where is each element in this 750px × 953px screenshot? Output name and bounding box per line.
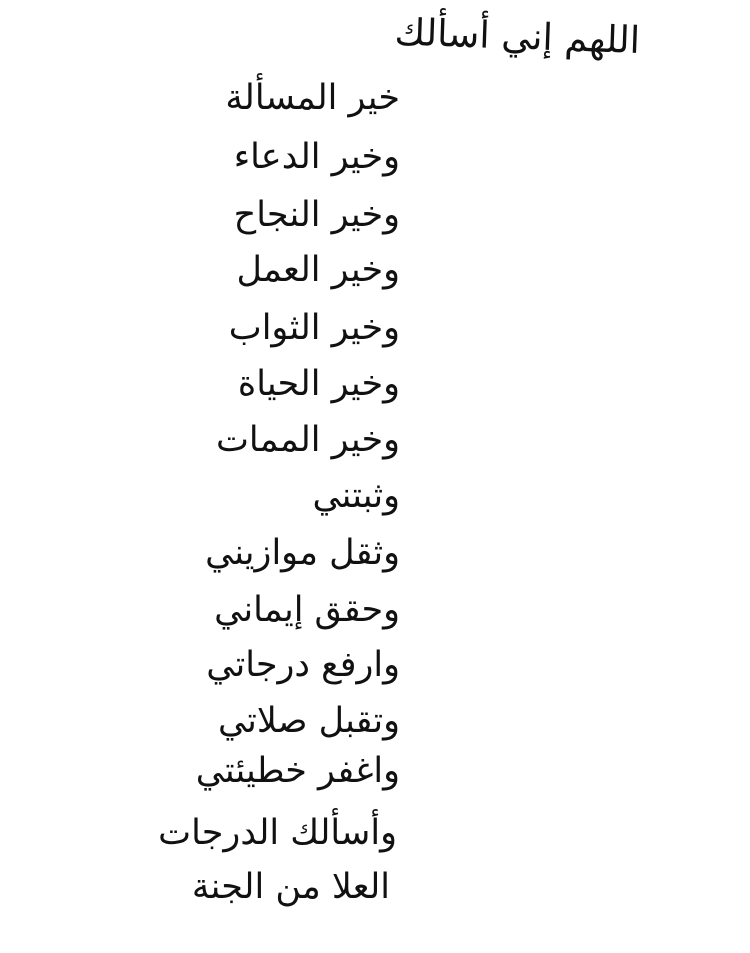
prayer-line: وخير النجاح [233, 195, 400, 235]
prayer-line: وارفع درجاتي [206, 645, 400, 685]
prayer-line: وأسألك الدرجات [158, 813, 397, 853]
prayer-line: وثبتني [312, 476, 400, 516]
prayer-line: وخير الحياة [237, 364, 400, 404]
prayer-line: واغفر خطيئتي [195, 751, 400, 791]
prayer-line: وخير الثواب [228, 308, 400, 348]
prayer-line: وخير العمل [236, 250, 400, 290]
prayer-line: خير المسألة [225, 78, 400, 118]
prayer-line: العلا من الجنة [191, 867, 390, 907]
page-title: اللهم إني أسألك [393, 10, 641, 62]
prayer-line: وتقبل صلاتي [217, 701, 400, 741]
prayer-line: وخير الممات [215, 420, 400, 460]
prayer-line: وحقق إيماني [214, 590, 400, 630]
prayer-line: وخير الدعاء [233, 137, 400, 177]
prayer-line: وثقل موازيني [205, 533, 400, 573]
